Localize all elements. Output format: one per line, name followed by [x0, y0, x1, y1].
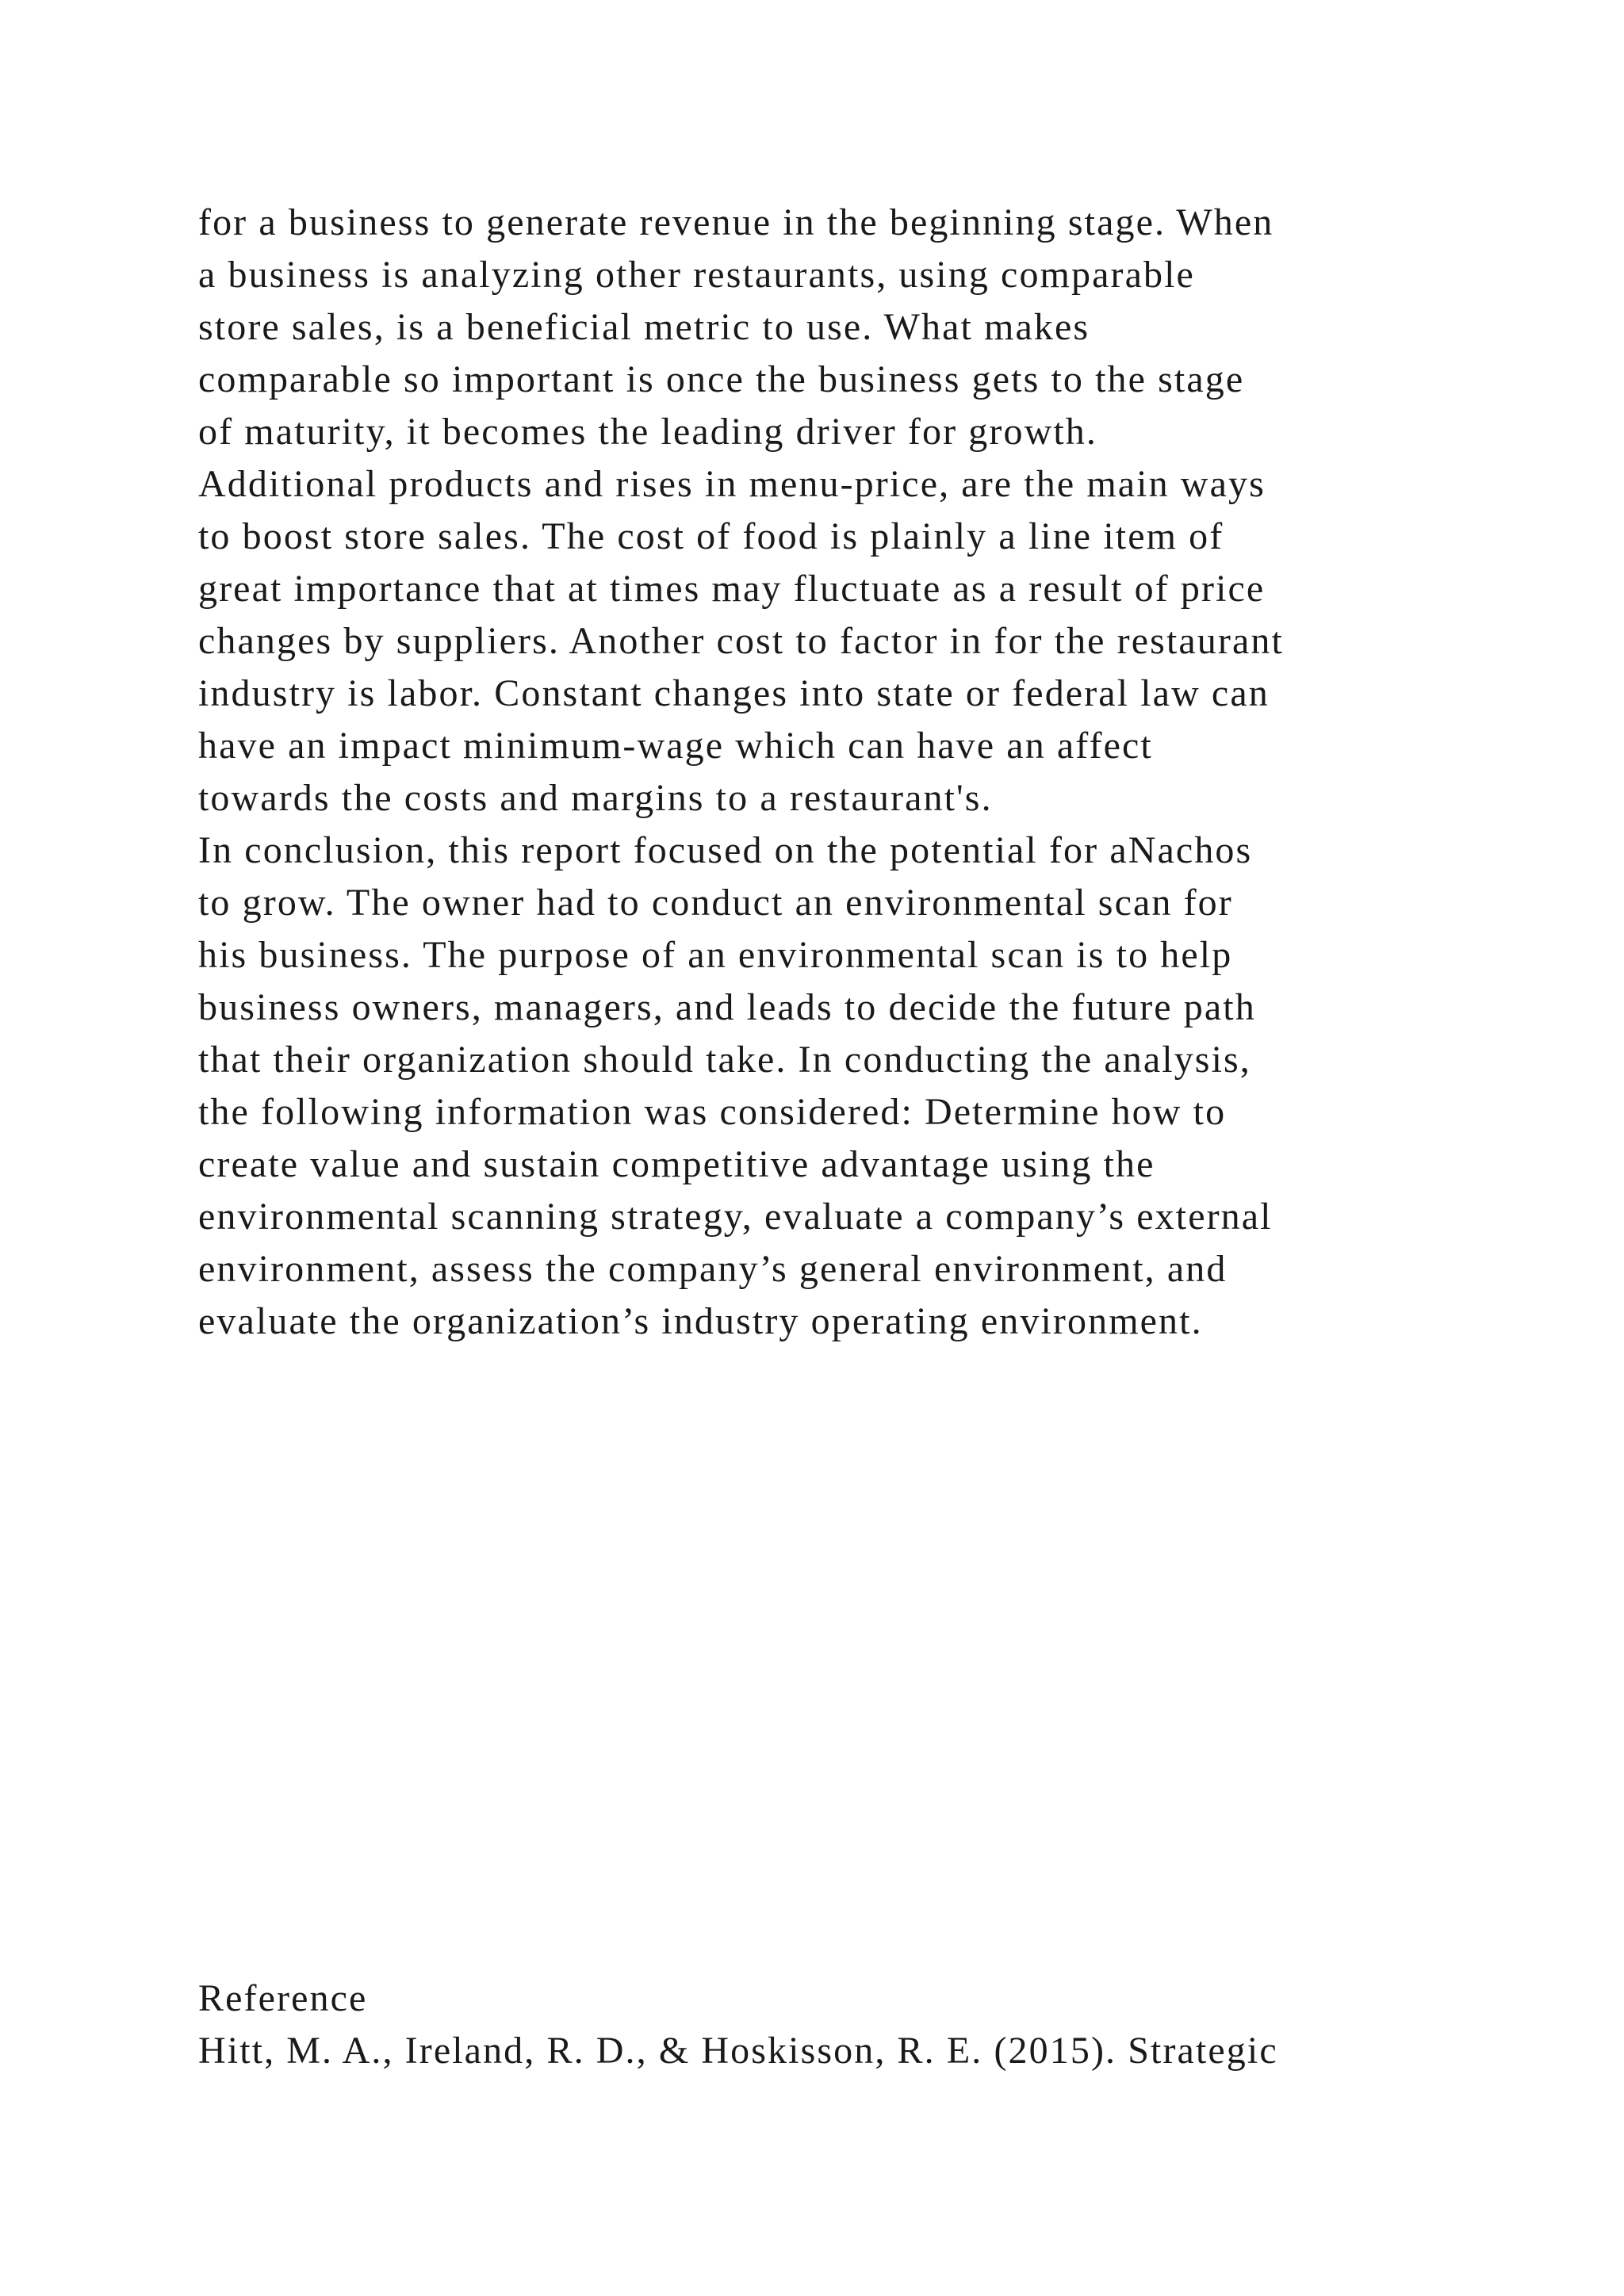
reference-section	[198, 1973, 1546, 2077]
text-line: his business. The purpose of an environmental scan is to help	[198, 934, 1233, 976]
text-line: the following information was considered: Determine how to	[198, 1091, 1227, 1133]
text-line: business owners, managers, and leads to decide the future path	[198, 986, 1256, 1028]
text-line: Additional products and rises in menu-price, are the main ways	[198, 463, 1266, 505]
text-line: a business is analyzing other restaurants, using comparable	[198, 254, 1195, 296]
text-line: for a business to generate revenue in the beginning stage. When	[198, 201, 1274, 243]
reference-citation: Hitt, M. A., Ireland, R. D., & Hoskisson, R. E. (2015). Strategic	[198, 2030, 1278, 2072]
text-line: that their organization should take. In conducting the analysis,	[198, 1039, 1251, 1081]
text-line: to boost store sales. The cost of food is plainly a line item of	[198, 515, 1224, 557]
text-line: comparable so important is once the business gets to the stage	[198, 358, 1245, 400]
text-line: to grow. The owner had to conduct an environmental scan for	[198, 882, 1233, 924]
reference-heading: Reference	[198, 1977, 368, 2019]
text-line: have an impact minimum-wage which can have an affect	[198, 725, 1153, 767]
text-line: of maturity, it becomes the leading driver for growth.	[198, 411, 1097, 453]
text-line: In conclusion, this report focused on the potential for aNachos	[198, 829, 1253, 871]
text-line: great importance that at times may fluctuate as a result of price	[198, 568, 1266, 610]
text-line: create value and sustain competitive advantage using the	[198, 1143, 1155, 1185]
text-line: towards the costs and margins to a restaurant's.	[198, 777, 993, 819]
text-line: environmental scanning strategy, evaluate a company’s external	[198, 1196, 1273, 1238]
text-line: environment, assess the company’s general environment, and	[198, 1248, 1228, 1290]
text-line: evaluate the organization’s industry operating environment.	[198, 1300, 1203, 1342]
body-text	[198, 197, 1546, 1348]
text-line: store sales, is a beneficial metric to use. What makes	[198, 306, 1090, 348]
text-line: changes by suppliers. Another cost to factor in for the restaurant	[198, 620, 1284, 662]
text-line: industry is labor. Constant changes into state or federal law can	[198, 672, 1270, 714]
